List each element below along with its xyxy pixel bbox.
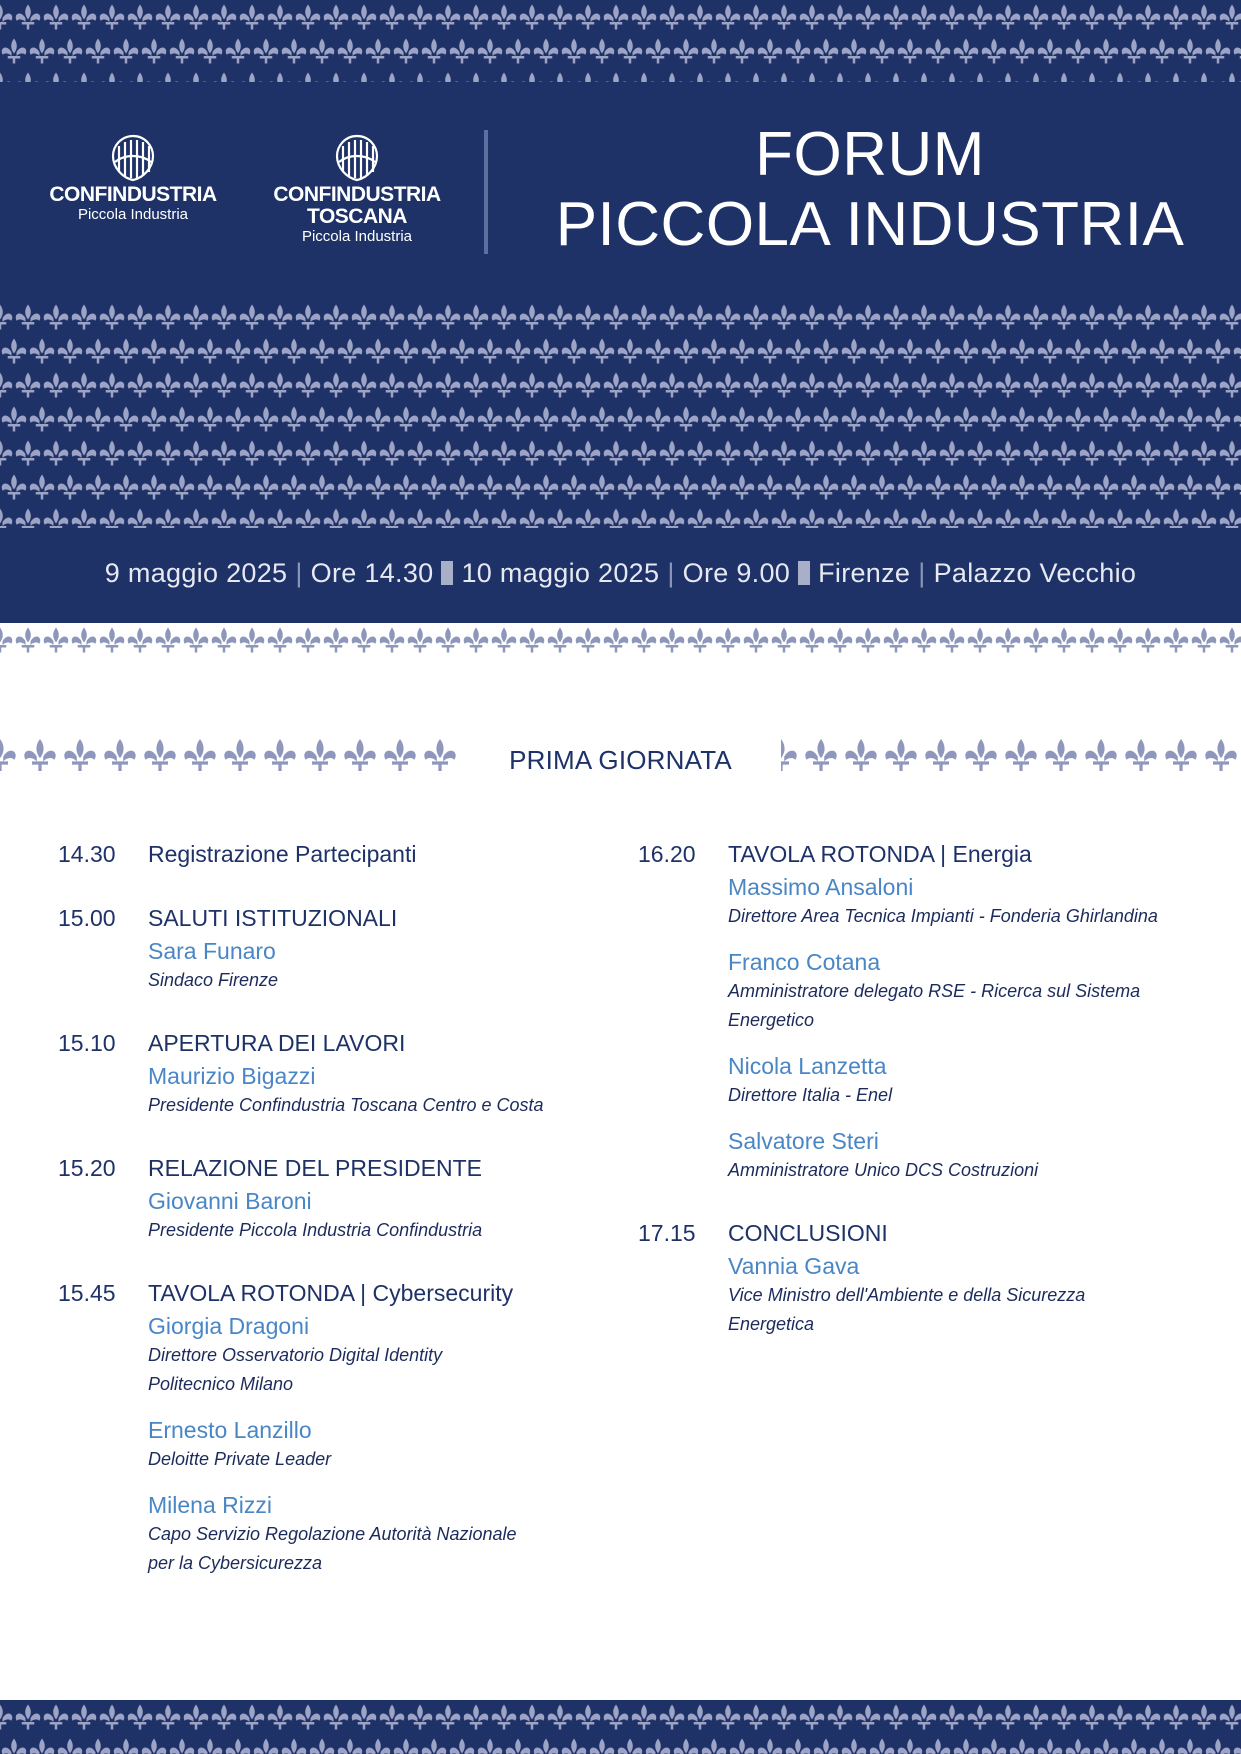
item-heading: TAVOLA ROTONDA | Energia: [728, 841, 1032, 867]
speaker-name: Giorgia Dragoni: [148, 1313, 310, 1339]
speaker-role: Direttore Italia - Enel: [728, 1085, 893, 1105]
item-heading: SALUTI ISTITUZIONALI: [148, 905, 398, 931]
program-item: [58, 838, 618, 870]
block-separator: [441, 561, 453, 585]
program-item: [638, 838, 1198, 1185]
item-heading: TAVOLA ROTONDA | Cybersecurity: [148, 1280, 514, 1306]
title-line-1: FORUM: [755, 120, 985, 189]
speaker-role: Energetico: [728, 1010, 815, 1030]
logo-1-sub: Piccola Industria: [77, 206, 189, 223]
item-time: 17.15: [638, 1220, 696, 1246]
fleur-pattern-icon: [0, 732, 460, 778]
date-venue: Palazzo Vecchio: [933, 558, 1137, 588]
logo-2-sub: Piccola Industria: [301, 228, 413, 245]
program-item: [58, 902, 618, 995]
block-separator: [798, 561, 810, 585]
fleur-pattern-icon: [0, 1700, 1241, 1754]
speaker-role: Capo Servizio Regolazione Autorità Nazionale: [148, 1524, 517, 1544]
speaker-role: Politecnico Milano: [148, 1374, 294, 1394]
speaker-role: Presidente Confindustria Toscana Centro e Costa: [148, 1095, 544, 1115]
item-time: 16.20: [638, 841, 696, 867]
logo-1-name: CONFINDUSTRIA: [49, 183, 217, 206]
speaker-name: Ernesto Lanzillo: [148, 1417, 312, 1443]
item-heading: RELAZIONE DEL PRESIDENTE: [148, 1155, 483, 1181]
program-item: [58, 1152, 618, 1245]
title-line-2: PICCOLA INDUSTRIA: [555, 190, 1185, 259]
speaker-role: Presidente Piccola Industria Confindustria: [148, 1220, 483, 1240]
speaker: [728, 947, 1198, 1035]
speaker-role: Direttore Area Tecnica Impianti - Fonderia Ghirlandina: [728, 906, 1158, 926]
item-time: 15.20: [58, 1155, 116, 1181]
speaker-role: Deloitte Private Leader: [148, 1449, 332, 1469]
speaker: [728, 1051, 1198, 1110]
fleur-row-left: [0, 732, 460, 778]
date-time1: Ore 14.30: [310, 558, 434, 588]
speaker: [148, 936, 618, 995]
separator: |: [667, 558, 675, 588]
date-city: Firenze: [818, 558, 911, 588]
speaker: [148, 1061, 618, 1120]
footer-fleur-pattern: [0, 1700, 1241, 1754]
item-heading: CONCLUSIONI: [728, 1220, 888, 1246]
speaker-role: Amministratore Unico DCS Costruzioni: [728, 1160, 1039, 1180]
confindustria-toscana-logo: [272, 132, 442, 246]
speaker-role: per la Cybersicurezza: [148, 1553, 323, 1573]
item-heading: Registrazione Partecipanti: [148, 841, 417, 867]
speaker-name: Nicola Lanzetta: [728, 1053, 887, 1079]
item-time: 15.10: [58, 1030, 116, 1056]
speaker: [148, 1311, 618, 1399]
fleur-pattern-icon: [0, 623, 1241, 658]
logo-2-name-2: TOSCANA: [307, 205, 407, 228]
program-item: [58, 1277, 618, 1578]
item-time: 14.30: [58, 841, 116, 867]
program-column-right: [638, 838, 1198, 1371]
fleur-pattern-icon: [0, 0, 1241, 82]
separator: |: [295, 558, 303, 588]
date-day2: 10 maggio 2025: [461, 558, 660, 588]
speaker: [148, 1490, 618, 1578]
speaker-name: Franco Cotana: [728, 949, 881, 975]
date-line: [0, 558, 1241, 589]
top-fleur-pattern: [0, 0, 1241, 82]
program-item: [58, 1027, 618, 1120]
middle-fleur-pattern: [0, 300, 1241, 528]
speaker: [728, 1126, 1198, 1185]
fleur-pattern-icon: [0, 300, 1241, 528]
lower-fleur-border: [0, 623, 1241, 658]
speaker: [728, 1251, 1198, 1339]
eagle-mark-icon: [105, 132, 161, 184]
speaker-role: Amministratore delegato RSE - Ricerca sul Sistema: [728, 981, 1141, 1001]
speaker-name: Maurizio Bigazzi: [148, 1063, 316, 1089]
speaker-role: Energetica: [728, 1314, 815, 1334]
speaker: [148, 1415, 618, 1474]
header-divider: [484, 130, 488, 254]
fleur-row-right: [781, 732, 1241, 778]
logo-2-name-1: CONFINDUSTRIA: [273, 183, 441, 206]
speaker-role: Sindaco Firenze: [148, 970, 279, 990]
confindustria-logo: [48, 132, 218, 224]
speaker-name: Giovanni Baroni: [148, 1188, 312, 1214]
speaker-name: Vannia Gava: [728, 1253, 860, 1279]
program-item: [638, 1217, 1198, 1339]
speaker-name: Massimo Ansaloni: [728, 874, 914, 900]
program-column-left: [58, 838, 618, 1610]
date-time2: Ore 9.00: [682, 558, 791, 588]
day-title: PRIMA GIORNATA: [509, 745, 732, 775]
speaker-name: Sara Funaro: [148, 938, 276, 964]
item-time: 15.00: [58, 905, 116, 931]
speaker: [728, 872, 1198, 931]
separator: |: [918, 558, 926, 588]
speaker-role: Direttore Osservatorio Digital Identity: [148, 1345, 443, 1365]
speaker: [148, 1186, 618, 1245]
item-time: 15.45: [58, 1280, 116, 1306]
date-day1: 9 maggio 2025: [104, 558, 288, 588]
eagle-mark-icon: [329, 132, 385, 184]
item-heading: APERTURA DEI LAVORI: [148, 1030, 406, 1056]
speaker-name: Milena Rizzi: [148, 1492, 272, 1518]
speaker-role: Vice Ministro dell'Ambiente e della Sicurezza: [728, 1285, 1086, 1305]
event-title: [520, 120, 1220, 260]
fleur-pattern-icon: [781, 732, 1241, 778]
speaker-name: Salvatore Steri: [728, 1128, 879, 1154]
